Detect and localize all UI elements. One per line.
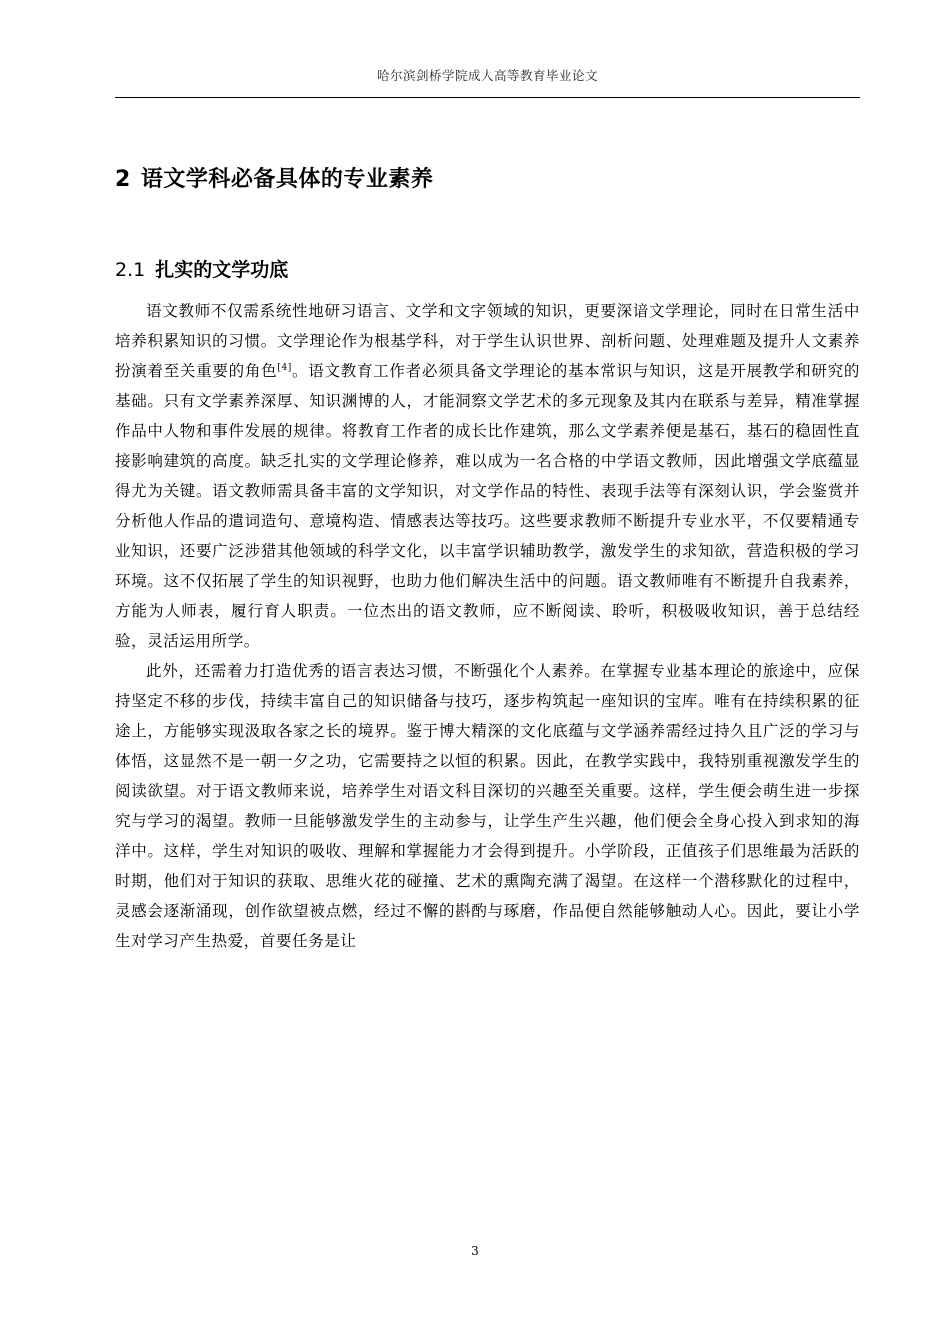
header-divider — [115, 97, 860, 98]
chapter-title: 语文学科必备具体的专业素养 — [140, 167, 434, 192]
chapter-number: 2 — [115, 167, 131, 192]
running-header: 哈尔滨剑桥学院成人高等教育毕业论文 — [376, 68, 598, 83]
section-title: 扎实的文学功底 — [155, 259, 289, 281]
paragraph-1-part-b: 。语文教育工作者必须具备文学理论的基本常识与知识，这是开展教学和研究的基础。只有文学素养深厚、知识渊博的人，才能洞察文学艺术的多元现象及其内在联系与差异，精准掌握作品中人物和事件发展的规律。将教育工作者的成长比作建筑，那么文学素养便是基石，基石的稳固性直接影响建筑的高度。缺乏扎实的文学理论修养，难以成为一名合格的中学语文教师，因此增强文学底蕴显得尤为关键。语文教师需具备丰富的文学知识，对文学作品的特性、表现手法等有深刻认识，学会鉴赏并分析他人作品的遣词造句、意境构造、情感表达等技巧。这些要求教师不断提升专业水平，不仅要精通专业知识，还要广泛涉猎其他领域的科学文化，以丰富学识辅助教学，激发学生的求知欲，营造积极的学习环境。这不仅拓展了学生的知识视野，也助力他们解决生活中的问题。语文教师唯有不断提升自我素养，方能为人师表，履行育人职责。一位杰出的语文教师，应不断阅读、聆听，积极吸收知识，善于总结经验，灵活运用所学。 — [115, 362, 860, 650]
chapter-heading — [115, 162, 433, 193]
page-number: 3 — [471, 1244, 479, 1258]
citation-ref: [4] — [277, 362, 292, 373]
section-heading — [115, 255, 288, 282]
paragraph-1-part-a: 语文教师不仅需系统性地研习语言、文学和文字领域的知识，更要深谙文学理论，同时在日常生活中培养积累知识的习惯。文学理论作为根基学科，对于学生认识世界、剖析问题、处理难题及提升人文素养扮演着至关重要的角色 — [115, 302, 860, 380]
section-number: 2.1 — [115, 259, 146, 281]
paragraph-2: 此外，还需着力打造优秀的语言表达习惯，不断强化个人素养。在掌握专业基本理论的旅途中，应保持坚定不移的步伐，持续丰富自己的知识储备与技巧，逐步构筑起一座知识的宝库。唯有在持续积累的征途上，方能够实现汲取各家之长的境界。鉴于博大精深的文化底蕴与文学涵养需经过持久且广泛的学习与体悟，这显然不是一朝一夕之功，它需要持之以恒的积累。因此，在教学实践中，我特别重视激发学生的阅读欲望。对于语文教师来说，培养学生对语文科目深切的兴趣至关重要。这样，学生便会萌生进一步探究与学习的渴望。教师一旦能够激发学生的主动参与，让学生产生兴趣，他们便会全身心投入到求知的海洋中。这样，学生对知识的吸收、理解和掌握能力才会得到提升。小学阶段，正值孩子们思维最为活跃的时期，他们对于知识的获取、思维火花的碰撞、艺术的熏陶充满了渴望。在这样一个潜移默化的过程中，灵感会逐渐涌现，创作欲望被点燃，经过不懈的斟酌与琢磨，作品便自然能够触动人心。因此，要让小学生对学习产生热爱，首要任务是让 — [115, 662, 860, 950]
paragraph-1 — [115, 296, 860, 656]
body-text — [115, 296, 860, 956]
